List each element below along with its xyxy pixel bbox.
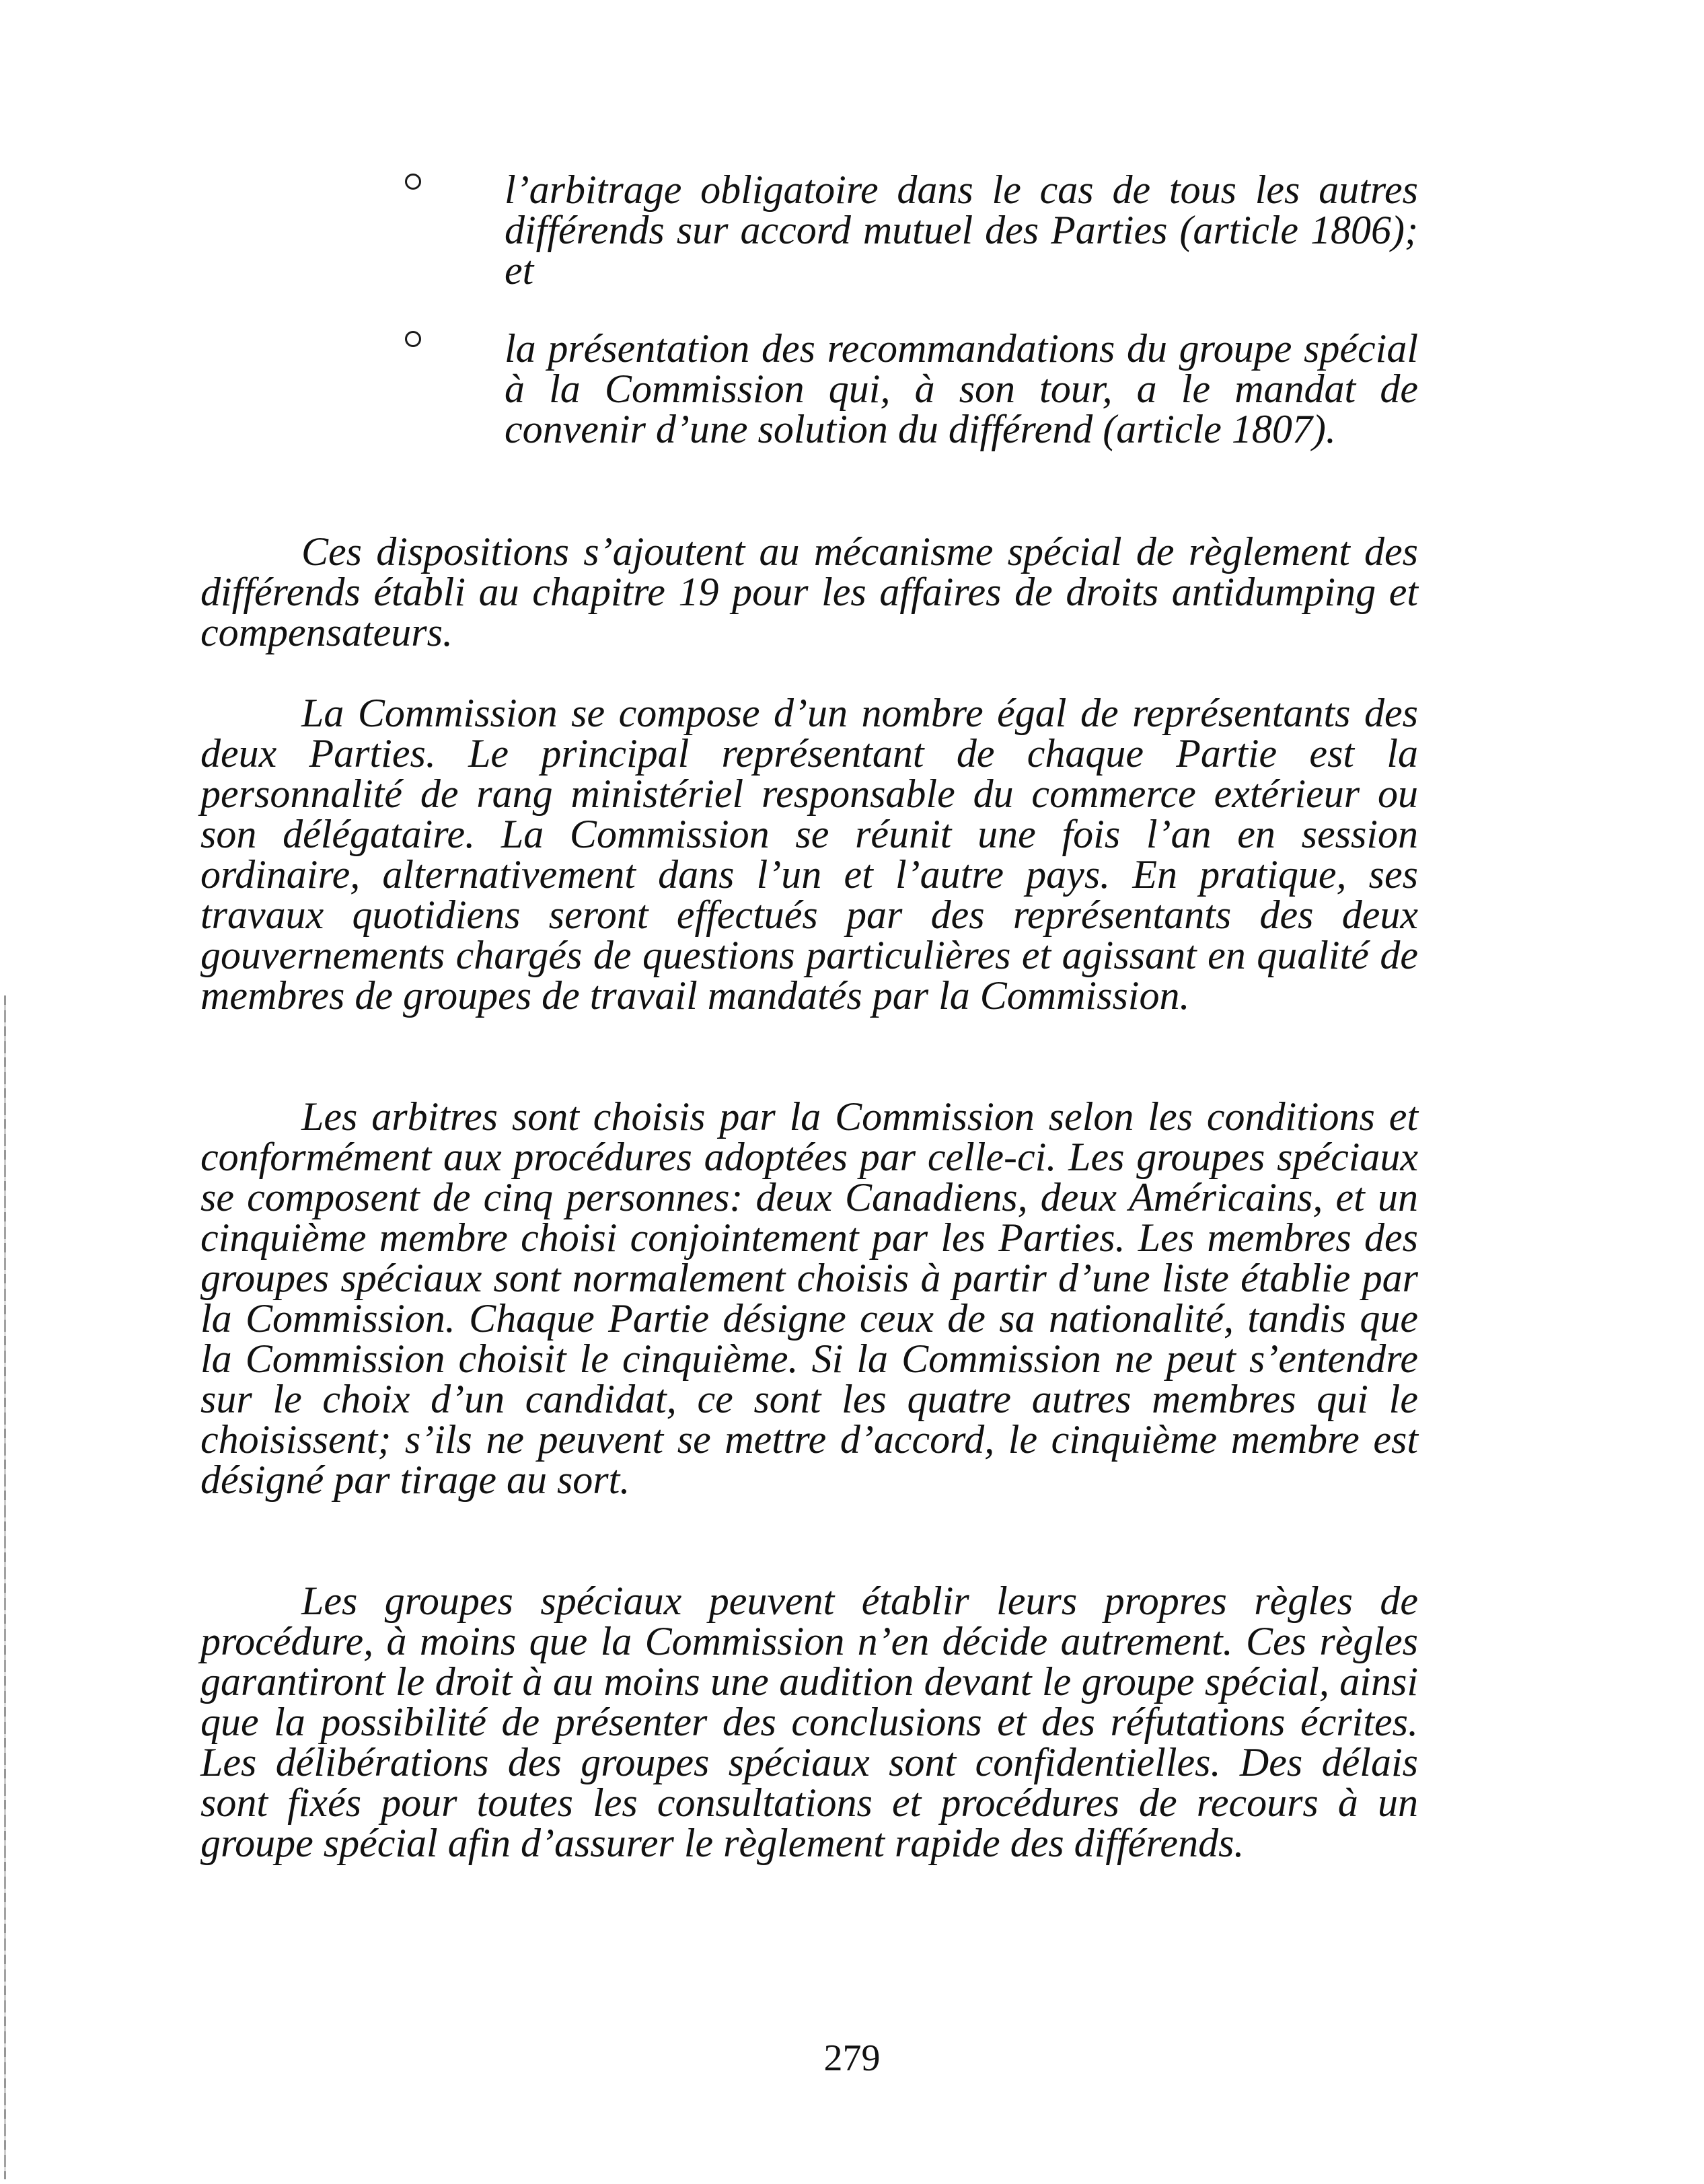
bullet-text: l’arbitrage obligatoire dans le cas de tous les autres différends sur accord mutuel des Parties (article 1806); et <box>505 167 1418 293</box>
paragraph-arbitres: Les arbitres sont choisis par la Commission selon les conditions et conformément aux procédures adoptées par celle-ci. Les groupes spéciaux se composent de cinq personnes: deux Canadiens, deux Américains, et un cinquième membre choisi conjointement par les Parties. Les membres des groupes spéciaux sont normalement choisis à partir d’une liste établie par la Commission. Chaque Partie désigne ceux de sa nationalité, tandis que la Commission choisit le cinquième. Si la Commission ne peut s’entendre sur le choix d’un candidat, ce sont les quatre autres membres qui le choisissent; s’ils ne peuvent se mettre d’accord, le cinquième membre est désigné par tirage au sort. <box>200 1094 1418 1502</box>
paragraph-dispositions: Ces dispositions s’ajoutent au mécanisme spécial de règlement des différends établi au chapitre 19 pour les affaires de droits antidumping et compensateurs. <box>200 529 1418 654</box>
circle-bullet-icon <box>405 331 421 347</box>
page-number: 279 <box>823 2037 881 2079</box>
bullet-text: la présentation des recommandations du groupe spécial à la Commission qui, à son tour, a le mandat de convenir d’une solution du différend (article 1807). <box>505 326 1418 451</box>
paragraph-groupes-speciaux: Les groupes spéciaux peuvent établir leurs propres règles de procédure, à moins que la Commission n’en décide autrement. Ces règles garantiront le droit à au moins une audition devant le groupe spécial, ainsi que la possibilité de présenter des conclusions et des réfutations écrites. Les délibérations des groupes spéciaux sont confidentielles. Des délais sont fixés pour toutes les consultations et procédures de recours à un groupe spécial afin d’assurer le règlement rapide des différends. <box>200 1579 1418 1865</box>
scan-edge-artifact <box>4 995 6 2179</box>
paragraph-commission: La Commission se compose d’un nombre égal de représentants des deux Parties. Le principal représentant de chaque Partie est la personnalité de rang ministériel responsable du commerce extérieur ou son délégataire. La Commission se réunit une fois l’an en session ordinaire, alternativement dans l’un et l’autre pays. En pratique, ses travaux quotidiens seront effectués par des représentants des deux gouvernements chargés de questions particulières et agissant en qualité de membres de groupes de travail mandatés par la Commission. <box>200 691 1418 1018</box>
circle-bullet-icon <box>405 174 421 190</box>
